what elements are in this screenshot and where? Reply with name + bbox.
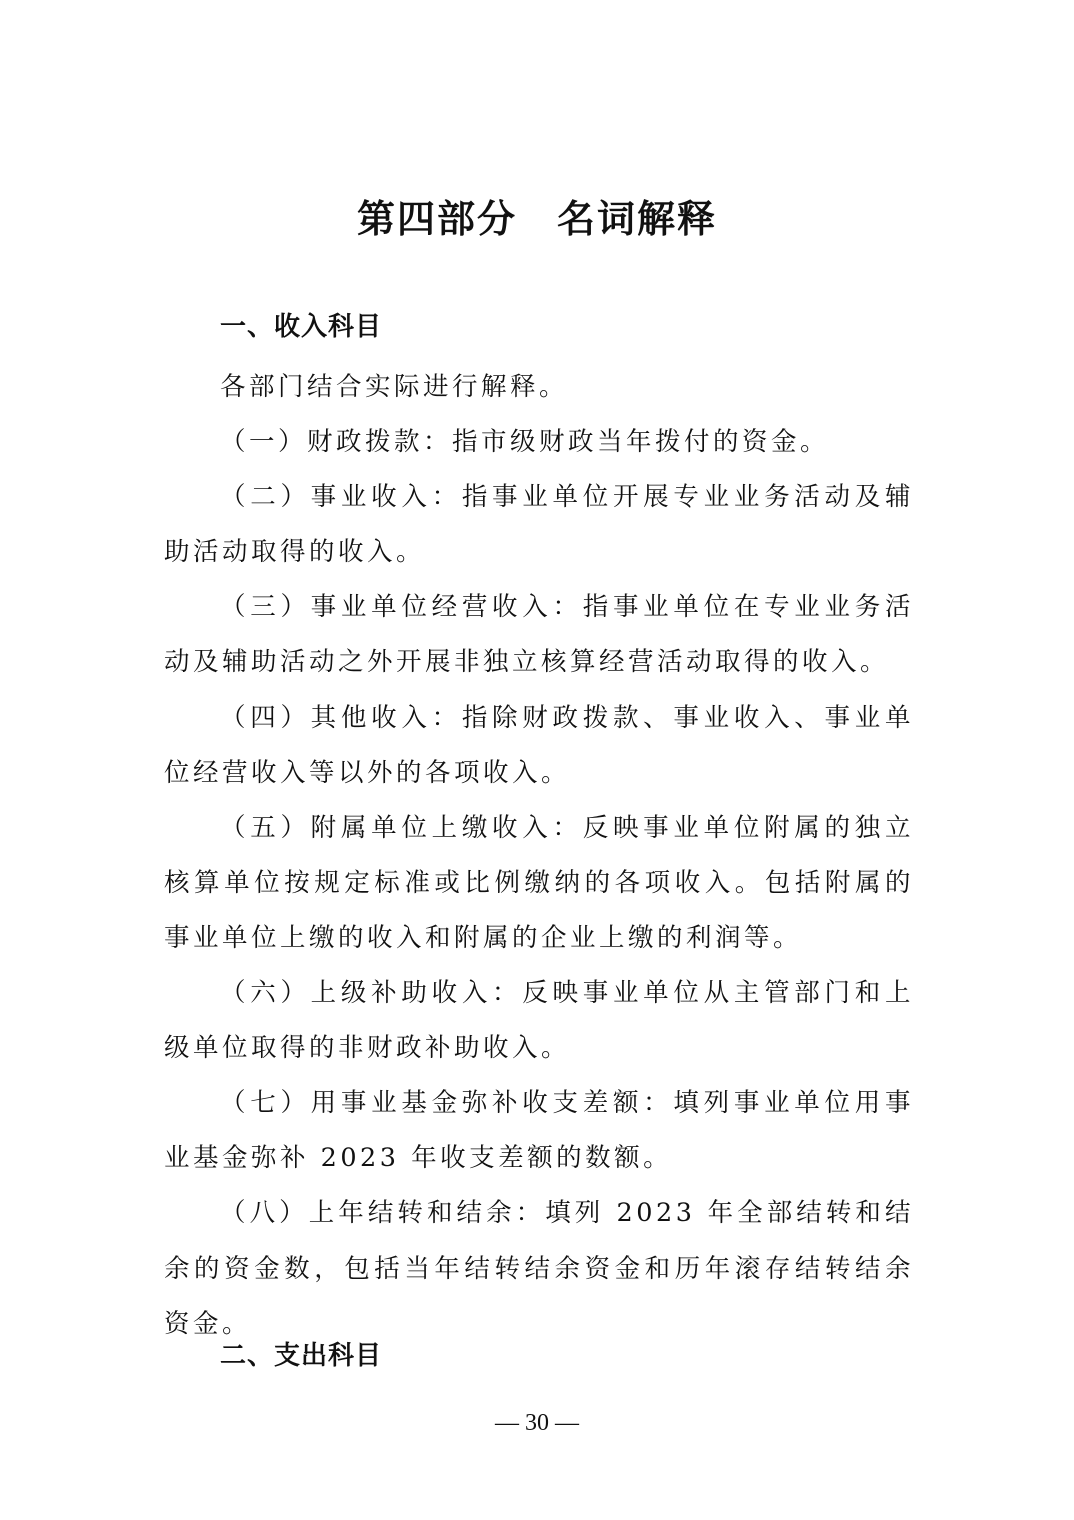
section-heading-expenditure: 二、支出科目 [220,1341,383,1371]
page-title: 第四部分 名词解释 [356,197,717,241]
income-section-body [164,360,914,1352]
page-number: — 30 — [495,1410,579,1436]
paragraph: （八）上年结转和结余：填列 2023 年全部结转和结余的资金数，包括当年结转结余资金和历年滚存结转结余资金。 [164,1198,914,1339]
section-heading-income: 一、收入科目 [220,312,383,342]
paragraph: （二）事业收入：指事业单位开展专业业务活动及辅助活动取得的收入。 [164,482,914,568]
paragraph: （一）财政拨款：指市级财政当年拨付的资金。 [220,427,830,458]
paragraph: 各部门结合实际进行解释。 [220,372,569,402]
paragraph: （三）事业单位经营收入：指事业单位在专业业务活动及辅助活动之外开展非独立核算经营活动取得的收入。 [164,592,914,678]
paragraph: （五）附属单位上缴收入：反映事业单位附属的独立核算单位按规定标准或比例缴纳的各项收入。包括附属的事业单位上缴的收入和附属的企业上缴的利润等。 [164,812,914,953]
paragraph: （六）上级补助收入：反映事业单位从主管部门和上级单位取得的非财政补助收入。 [164,978,914,1064]
paragraph: （七）用事业基金弥补收支差额：填列事业单位用事业基金弥补 2023 年收支差额的数额。 [164,1088,914,1174]
paragraph: （四）其他收入：指除财政拨款、事业收入、事业单位经营收入等以外的各项收入。 [164,702,914,788]
